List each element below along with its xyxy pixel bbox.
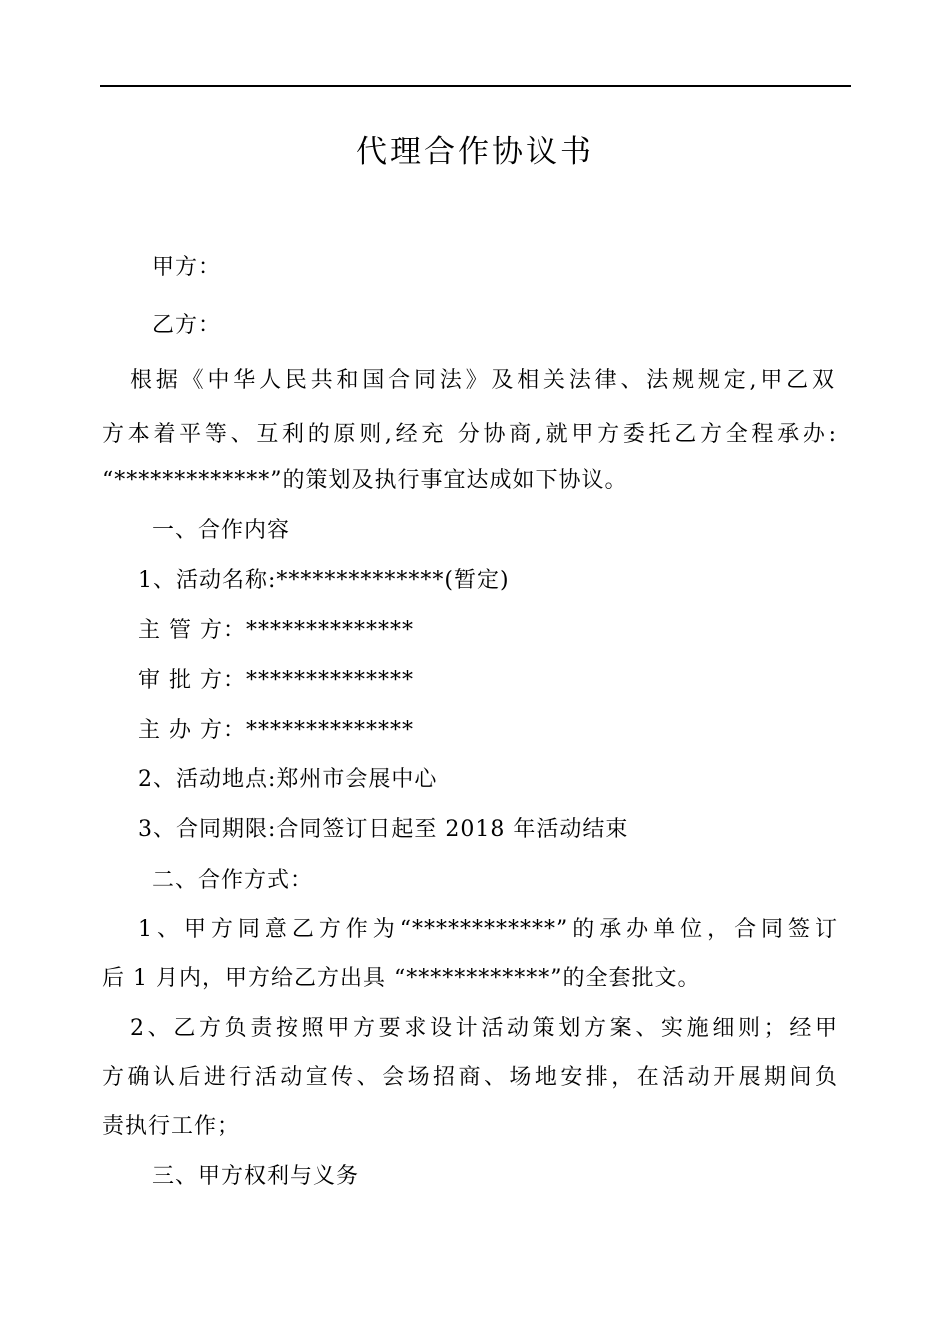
section-3-heading: 三、甲方权利与义务 bbox=[152, 1164, 360, 1189]
activity-name: 1、活动名称:**************(暂定) bbox=[138, 568, 510, 593]
cooperation-item-2-line-2: 方确认后进行活动宣传、会场招商、场地安排，在活动开展期间负 bbox=[102, 1065, 838, 1090]
contract-period: 3、合同期限:合同签订日起至 2018 年活动结束 bbox=[138, 817, 629, 842]
supervisor-line: 主 管 方：************** bbox=[138, 618, 414, 643]
party-b-label: 乙方： bbox=[152, 313, 222, 338]
cooperation-item-1-line-2: 后 1 月内，甲方给乙方出具 “************”的全套批文。 bbox=[102, 966, 701, 991]
activity-location: 2、活动地点:郑州市会展中心 bbox=[138, 767, 438, 792]
document-title: 代理合作协议书 bbox=[356, 134, 594, 170]
party-a-label: 甲方： bbox=[152, 255, 222, 280]
header-rule bbox=[100, 85, 851, 87]
cooperation-item-2-line-1: 2、乙方负责按照甲方要求设计活动策划方案、实施细则；经甲 bbox=[130, 1016, 838, 1041]
cooperation-item-2-line-3: 责执行工作； bbox=[102, 1114, 241, 1139]
section-1-heading: 一、合作内容 bbox=[152, 518, 291, 543]
preamble-line-2: 方本着平等、互利的原则,经充 分协商,就甲方委托乙方全程承办: bbox=[102, 422, 837, 447]
approver-line: 审 批 方：************** bbox=[138, 668, 414, 693]
organizer-line: 主 办 方：************** bbox=[138, 718, 414, 743]
preamble-line-1: 根据《中华人民共和国合同法》及相关法律、法规规定,甲乙双 bbox=[130, 368, 835, 393]
section-2-heading: 二、合作方式： bbox=[152, 868, 314, 893]
cooperation-item-1-line-1: 1、甲方同意乙方作为“************”的承办单位，合同签订 bbox=[138, 917, 838, 942]
preamble-line-3: “*************”的策划及执行事宜达成如下协议。 bbox=[102, 468, 628, 493]
